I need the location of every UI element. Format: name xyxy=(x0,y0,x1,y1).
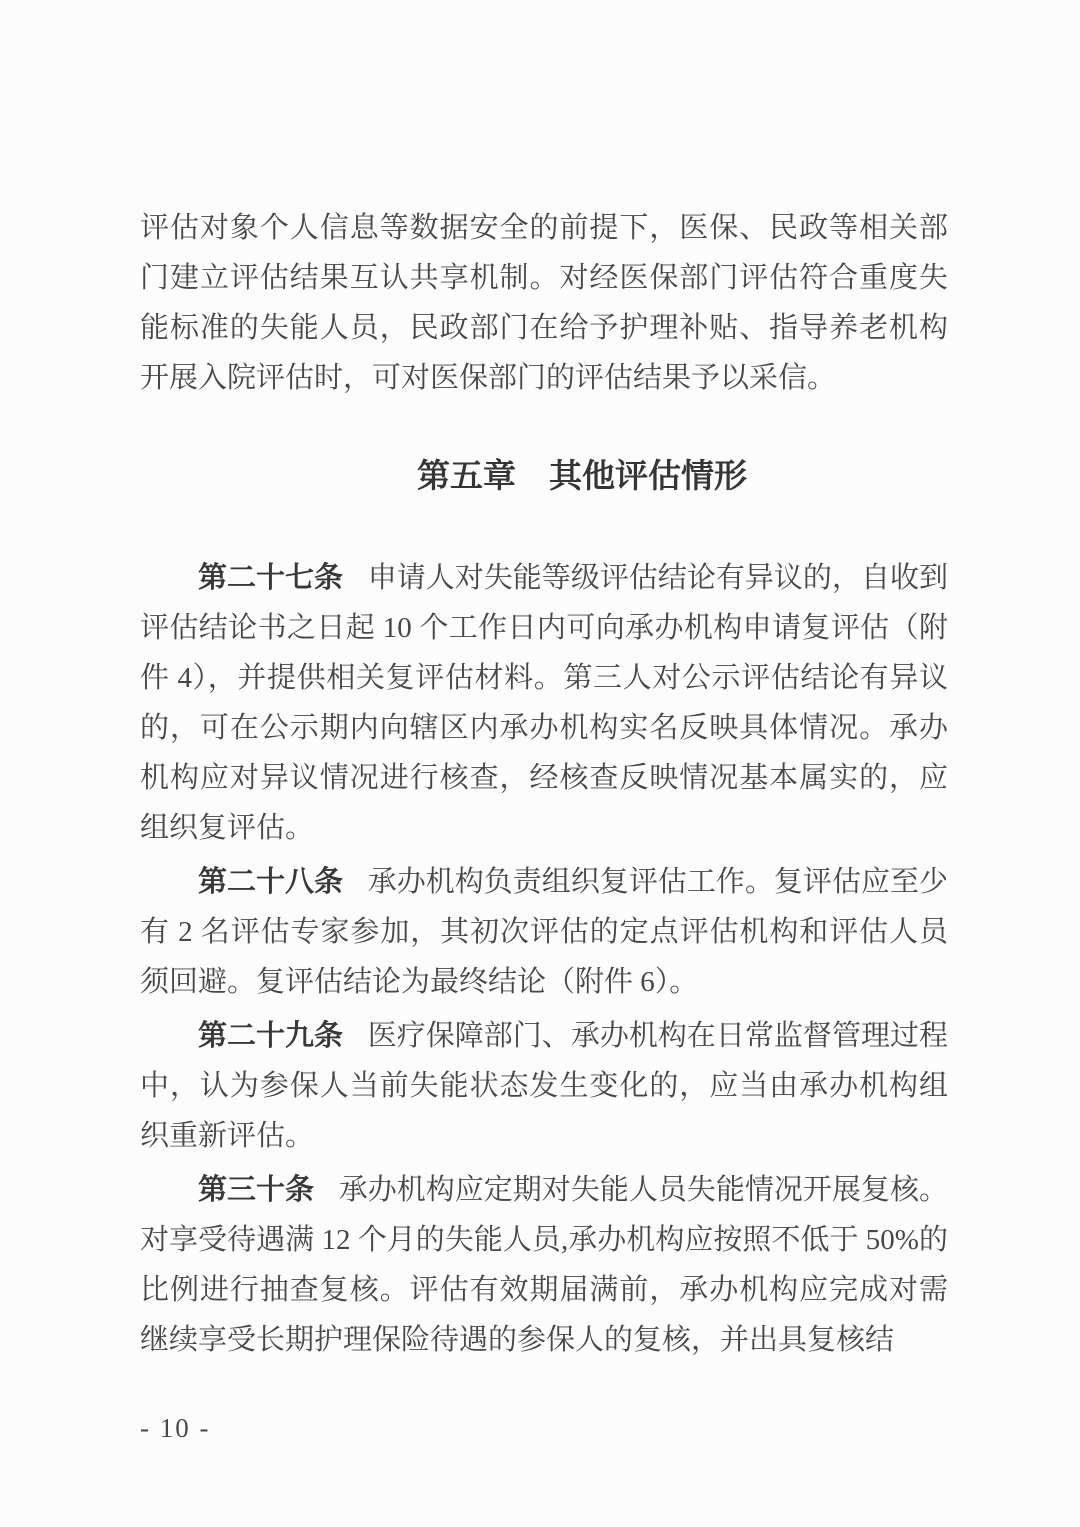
article-28-label: 第二十八条 xyxy=(198,866,344,898)
article-29-label: 第二十九条 xyxy=(198,1020,344,1052)
chapter-heading: 第五章 其他评估情形 xyxy=(417,457,747,494)
article-28 xyxy=(140,857,948,1007)
article-29-text: 医疗保障部门、承办机构在日常监督管理过程中，认为参保人当前失能状态发生变化的，应当由承办机构组织重新评估。 xyxy=(140,1020,948,1152)
article-29 xyxy=(140,1011,948,1161)
article-27 xyxy=(140,553,948,853)
article-27-text: 申请人对失能等级评估结论有异议的，自收到评估结论书之日起 10 个工作日内可向承办机构申请复评估（附件 4），并提供相关复评估材料。第三人对公示评估结论有异议的，可在公示期内向辖区内承办机构实名反映具体情况。承办机构应对异议情况进行核查，经核查反映情况基本属实的，应组织复评估。 xyxy=(140,562,948,844)
article-30-text: 承办机构应定期对失能人员失能情况开展复核。对享受待遇满 12 个月的失能人员,承办机构应按照不低于 50%的比例进行抽查复核。评估有效期届满前，承办机构应完成对需继续享受长期护理保险待遇的参保人的复核，并出具复核结 xyxy=(140,1174,948,1356)
article-30-label: 第三十条 xyxy=(198,1174,315,1206)
page-number: - 10 - xyxy=(140,1413,211,1443)
intro-paragraph: 评估对象个人信息等数据安全的前提下，医保、民政等相关部门建立评估结果互认共享机制。对经医保部门评估符合重度失能标准的失能人员，民政部门在给予护理补贴、指导养老机构开展入院评估时，可对医保部门的评估结果予以采信。 xyxy=(140,212,948,394)
article-28-text: 承办机构负责组织复评估工作。复评估应至少有 2 名评估专家参加，其初次评估的定点评估机构和评估人员须回避。复评估结论为最终结论（附件 6）。 xyxy=(140,866,948,998)
article-30 xyxy=(140,1165,948,1365)
article-27-label: 第二十七条 xyxy=(198,562,344,594)
